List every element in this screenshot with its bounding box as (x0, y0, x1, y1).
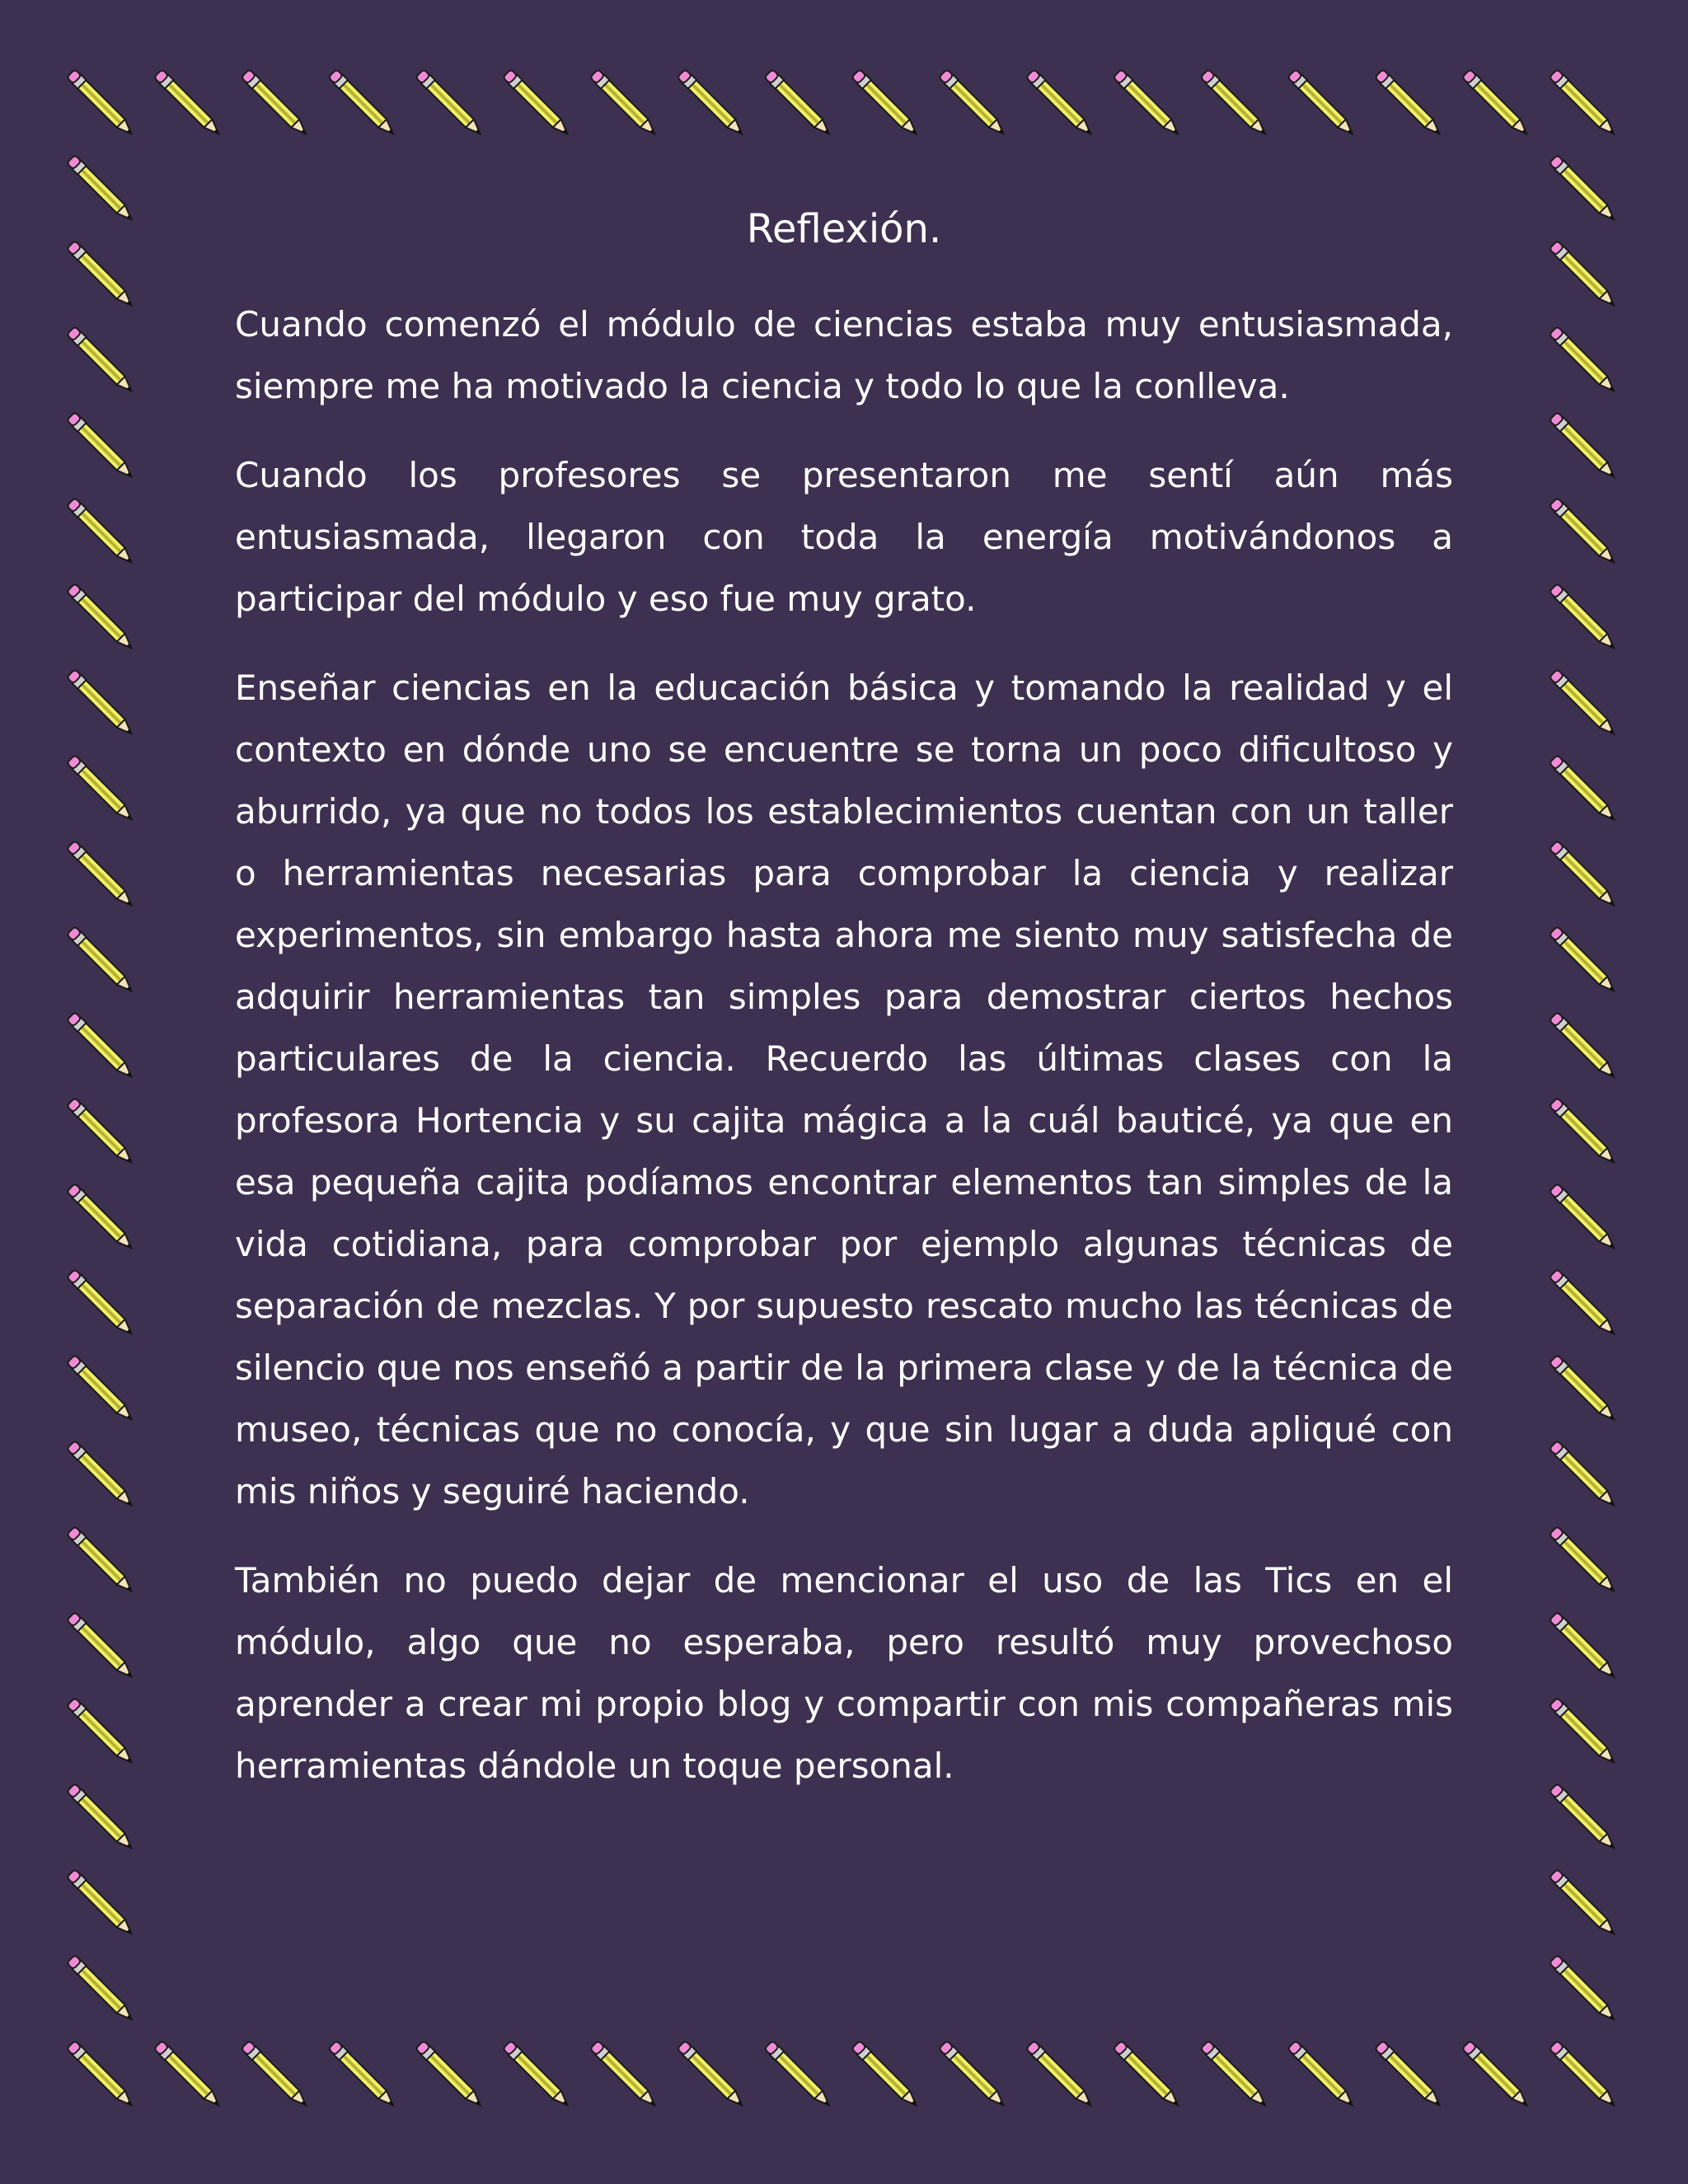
paragraph-3: Enseñar ciencias en la educación básica y tomando la realidad y el contexto en dónde uno se encuentre se torna un poco dificultoso y aburrido, ya que no todos los establecimientos cuentan con un taller o herramientas necesarias para comprobar la ciencia y realizar experimentos, sin embargo hasta ahora me siento muy satisfecha de adquirir herramientas tan simples para demostrar ciertos hechos particulares de la ciencia. Recuerdo las últimas clases con la profesora Hortencia y su cajita mágica a la cuál bauticé, ya que en esa pequeña cajita podíamos encontrar elementos tan simples de la vida cotidiana, para comprobar por ejemplo algunas técnicas de separación de mezclas. Y por supuesto rescato mucho las técnicas de silencio que nos enseñó a partir de la primera clase y de la técnica de museo, técnicas que no conocía, y que sin lugar a duda apliqué con mis niños y seguiré haciendo. (235, 668, 1453, 1511)
page-title: Reflexión. (746, 206, 942, 252)
paragraph-2: Cuando los profesores se presentaron me sentí aún más entusiasmada, llegaron con toda la energía motivándonos a participar del módulo y eso fue muy grato. (235, 455, 1453, 619)
document-body (235, 293, 1453, 1824)
paragraph-1: Cuando comenzó el módulo de ciencias estaba muy entusiasmada, siempre me ha motivado la ciencia y todo lo que la conlleva. (235, 304, 1453, 406)
paragraph-4: También no puedo dejar de mencionar el uso de las Tics en el módulo, algo que no esperaba, pero resultó muy provechoso aprender a crear mi propio blog y compartir con mis compañeras mis herramientas dándole un toque personal. (235, 1560, 1453, 1786)
